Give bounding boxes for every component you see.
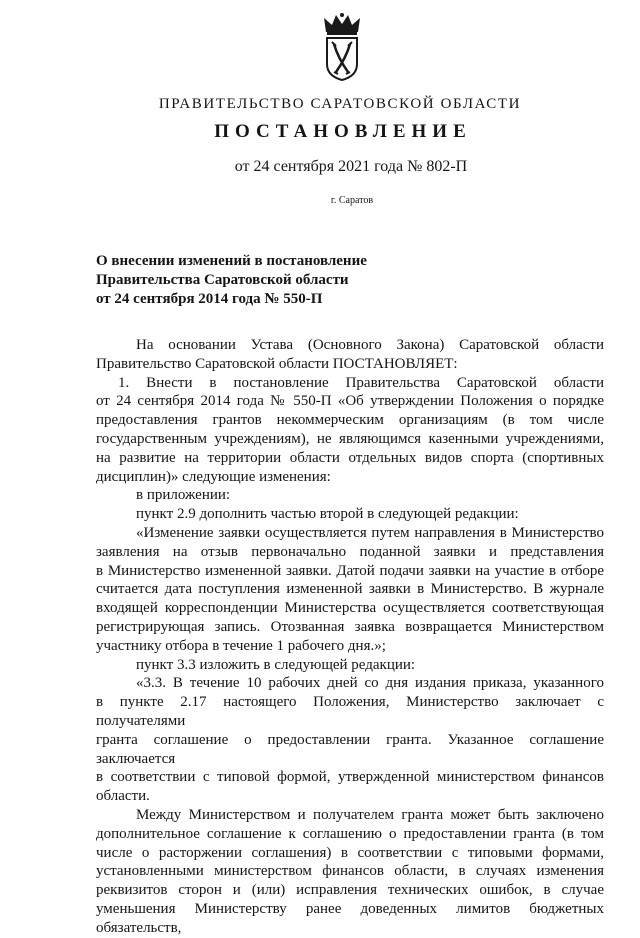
body-line: на развитие на территории области отдельных видов спорта (спортивных (96, 449, 604, 466)
document-body (96, 336, 604, 938)
city: г. Саратов (330, 195, 374, 206)
subject-line: О внесении изменений в постановление (96, 253, 367, 269)
body-line: дисциплин)» следующие изменения: (96, 468, 331, 485)
body-line: На основании Устава (Основного Закона) Саратовской области (136, 337, 604, 353)
body-line: установленными министерством финансов области, в случаях изменения (96, 863, 604, 880)
body-line: предоставления грантов некоммерческим организациям (в том числе (96, 412, 604, 429)
subject-line: Правительства Саратовской области (96, 272, 349, 288)
body-line: в приложении: (136, 487, 231, 504)
body-line: гранта соглашение о предоставлении гранта. Указанное соглашение заключается (96, 731, 604, 767)
body-line: участнику отбора в течение 1 рабочего дня.»; (96, 637, 386, 654)
body-line: в Министерство измененной заявки. Датой подачи заявки на участие в отборе (96, 562, 604, 579)
body-line: Правительство Саратовской области ПОСТАНОВЛЯЕТ: (96, 355, 458, 372)
body-line: числе о расторжении соглашения) в соответствии с типовыми формами, (96, 844, 604, 861)
body-line: «3.3. В течение 10 рабочих дней со дня издания приказа, указанного (136, 675, 604, 692)
document-type: ПОСТАНОВЛЕНИЕ (214, 121, 472, 142)
body-line: 1. Внести в постановление Правительства Саратовской области (118, 374, 604, 391)
body-line: «Изменение заявки осуществляется путем направления в Министерство (136, 524, 604, 541)
date-and-number: от 24 сентября 2021 года № 802-П (234, 158, 468, 175)
body-line: считается дата поступления измененной заявки в Министерство. В журнале (96, 581, 604, 598)
body-line: пункт 3.3 изложить в следующей редакции: (136, 656, 416, 673)
body-line: заявления на отзыв первоначально поданной заявки и представления (96, 543, 604, 560)
body-line: Между Министерством и получателем гранта может быть заключено (136, 806, 604, 823)
document-subject (96, 252, 367, 309)
body-line: реквизитов сторон и (или) исправления технических ошибок, в случае (96, 882, 604, 899)
subject-line: от 24 сентября 2014 года № 550-П (96, 291, 323, 307)
body-line: уменьшения Министерству ранее доведенных лимитов бюджетных обязательств, (96, 900, 604, 936)
saratov-coat-of-arms-icon (320, 12, 364, 82)
government-name: ПРАВИТЕЛЬСТВО САРАТОВСКОЙ ОБЛАСТИ (158, 96, 522, 112)
body-line: дополнительное соглашение к соглашению о предоставлении гранта (в том (96, 825, 604, 842)
body-line: входящей корреспонденции Министерства осуществляется соответствующая (96, 600, 604, 617)
body-line: в пункте 2.17 настоящего Положения, Министерство заключает с получателями (96, 694, 604, 729)
body-line: области. (96, 788, 150, 805)
body-line: регистрирующая запись. Отозванная заявка возвращается Министерством (96, 618, 604, 635)
body-line: пункт 2.9 дополнить частью второй в следующей редакции: (136, 506, 519, 523)
body-line: в соответствии с типовой формой, утвержденной министерством финансов (96, 769, 604, 786)
body-line: от 24 сентября 2014 года № 550-П «Об утверждении Положения о порядке (96, 393, 604, 410)
body-line: государственным учреждениям), не являющимся казенными учреждениями, (96, 430, 604, 447)
